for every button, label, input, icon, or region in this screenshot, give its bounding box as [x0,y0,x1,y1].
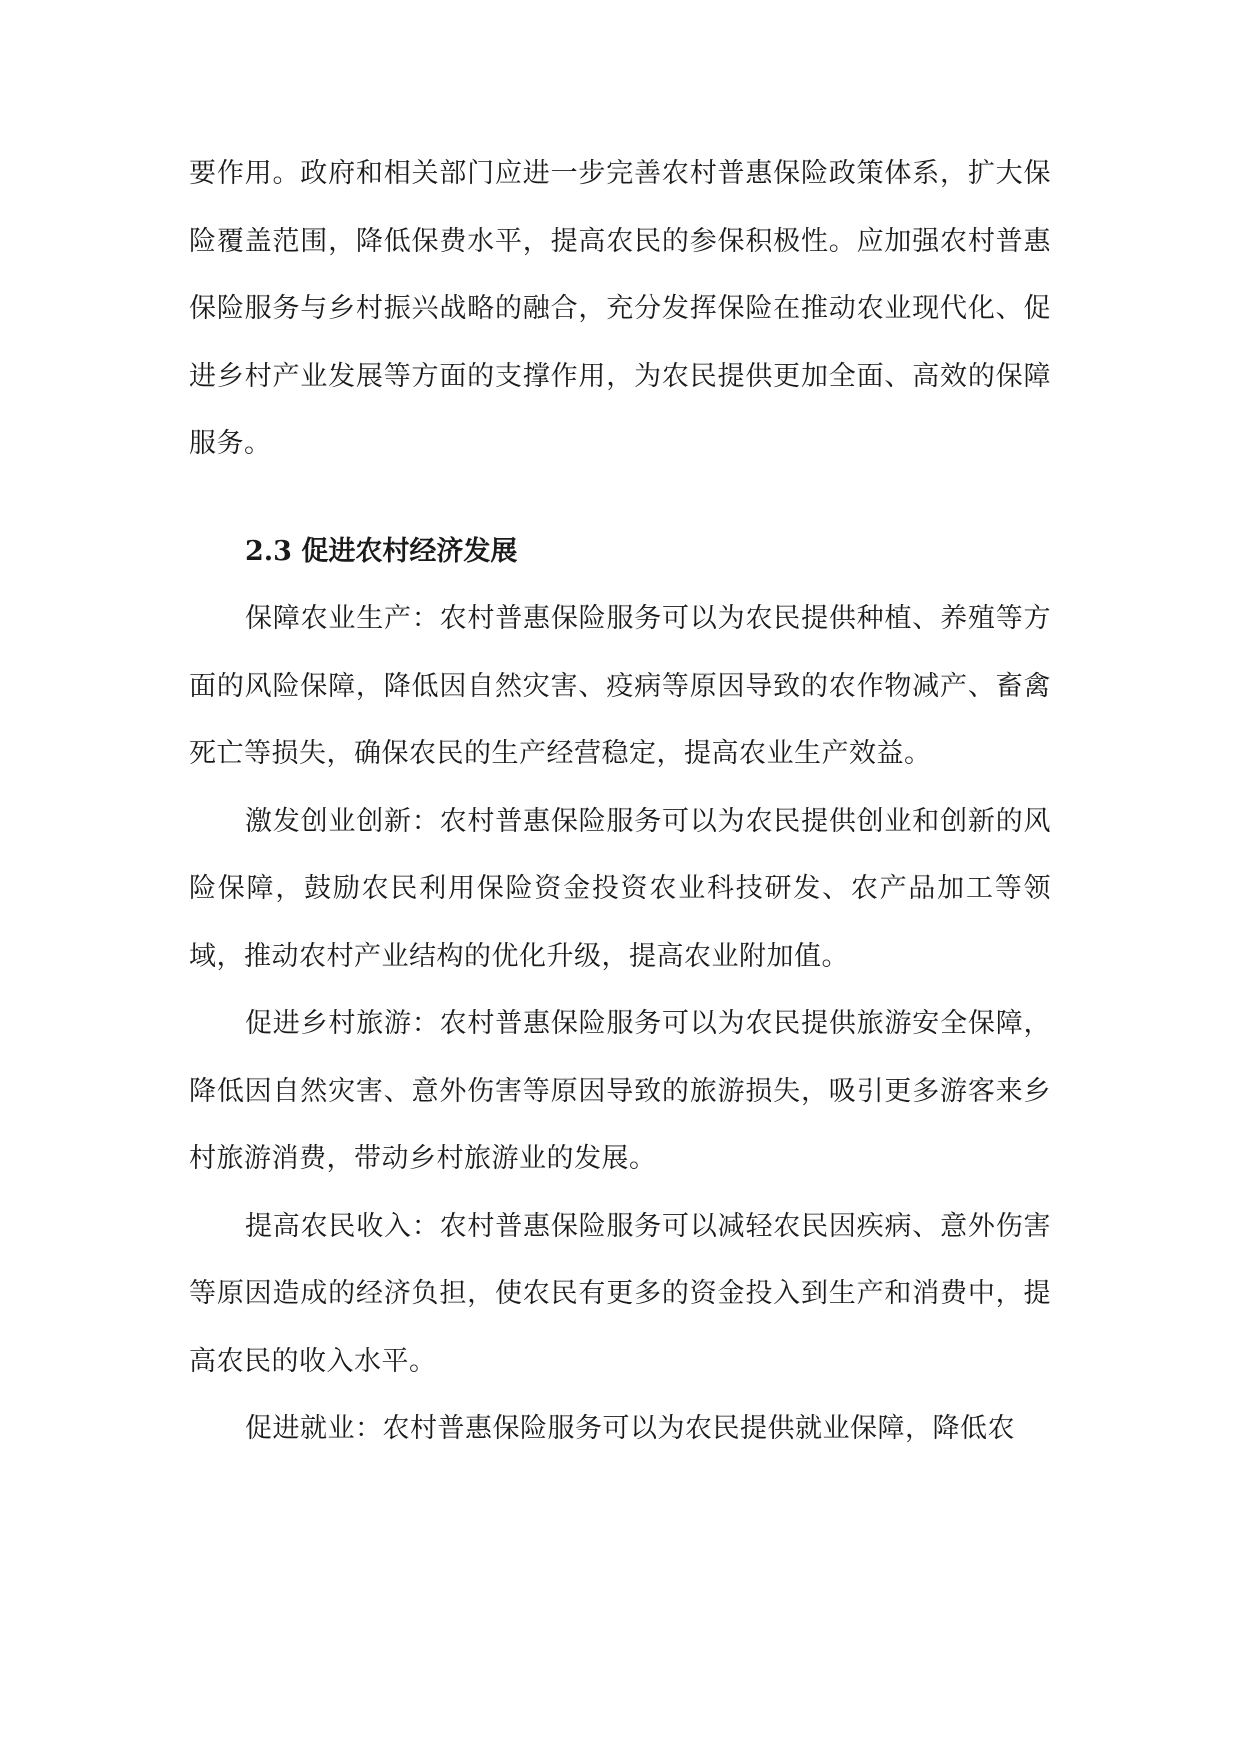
paragraph-agriculture: 保障农业生产：农村普惠保险服务可以为农民提供种植、养殖等方面的风险保障，降低因自然灾害、疫病等原因导致的农作物减产、畜禽死亡等损失，确保农民的生产经营稳定，提高农业生产效益。 [189,603,1051,769]
paragraph-income: 提高农民收入：农村普惠保险服务可以减轻农民因疾病、意外伤害等原因造成的经济负担，使农民有更多的资金投入到生产和消费中，提高农民的收入水平。 [189,1210,1051,1377]
section-heading: 2.3 促进农村经济发展 [245,535,518,567]
paragraph-entrepreneurship: 激发创业创新：农村普惠保险服务可以为农民提供创业和创新的风险保障，鼓励农民利用保险资金投资农业科技研发、农产品加工等领域，推动农村产业结构的优化升级，提高农业附加值。 [189,805,1051,972]
paragraph-tourism: 促进乡村旅游：农村普惠保险服务可以为农民提供旅游安全保障，降低因自然灾害、意外伤害等原因导致的旅游损失，吸引更多游客来乡村旅游消费，带动乡村旅游业的发展。 [189,1008,1051,1174]
paragraph-employment: 促进就业：农村普惠保险服务可以为农民提供就业保障，降低农 [245,1413,1015,1444]
paragraph-intro: 要作用。政府和相关部门应进一步完善农村普惠保险政策体系，扩大保险覆盖范围，降低保费水平，提高农民的参保积极性。应加强农村普惠保险服务与乡村振兴战略的融合，充分发挥保险在推动农业现代化、促进乡村产业发展等方面的支撑作用，为农民提供更加全面、高效的保障服务。 [189,158,1051,459]
document-body [189,140,1051,1463]
